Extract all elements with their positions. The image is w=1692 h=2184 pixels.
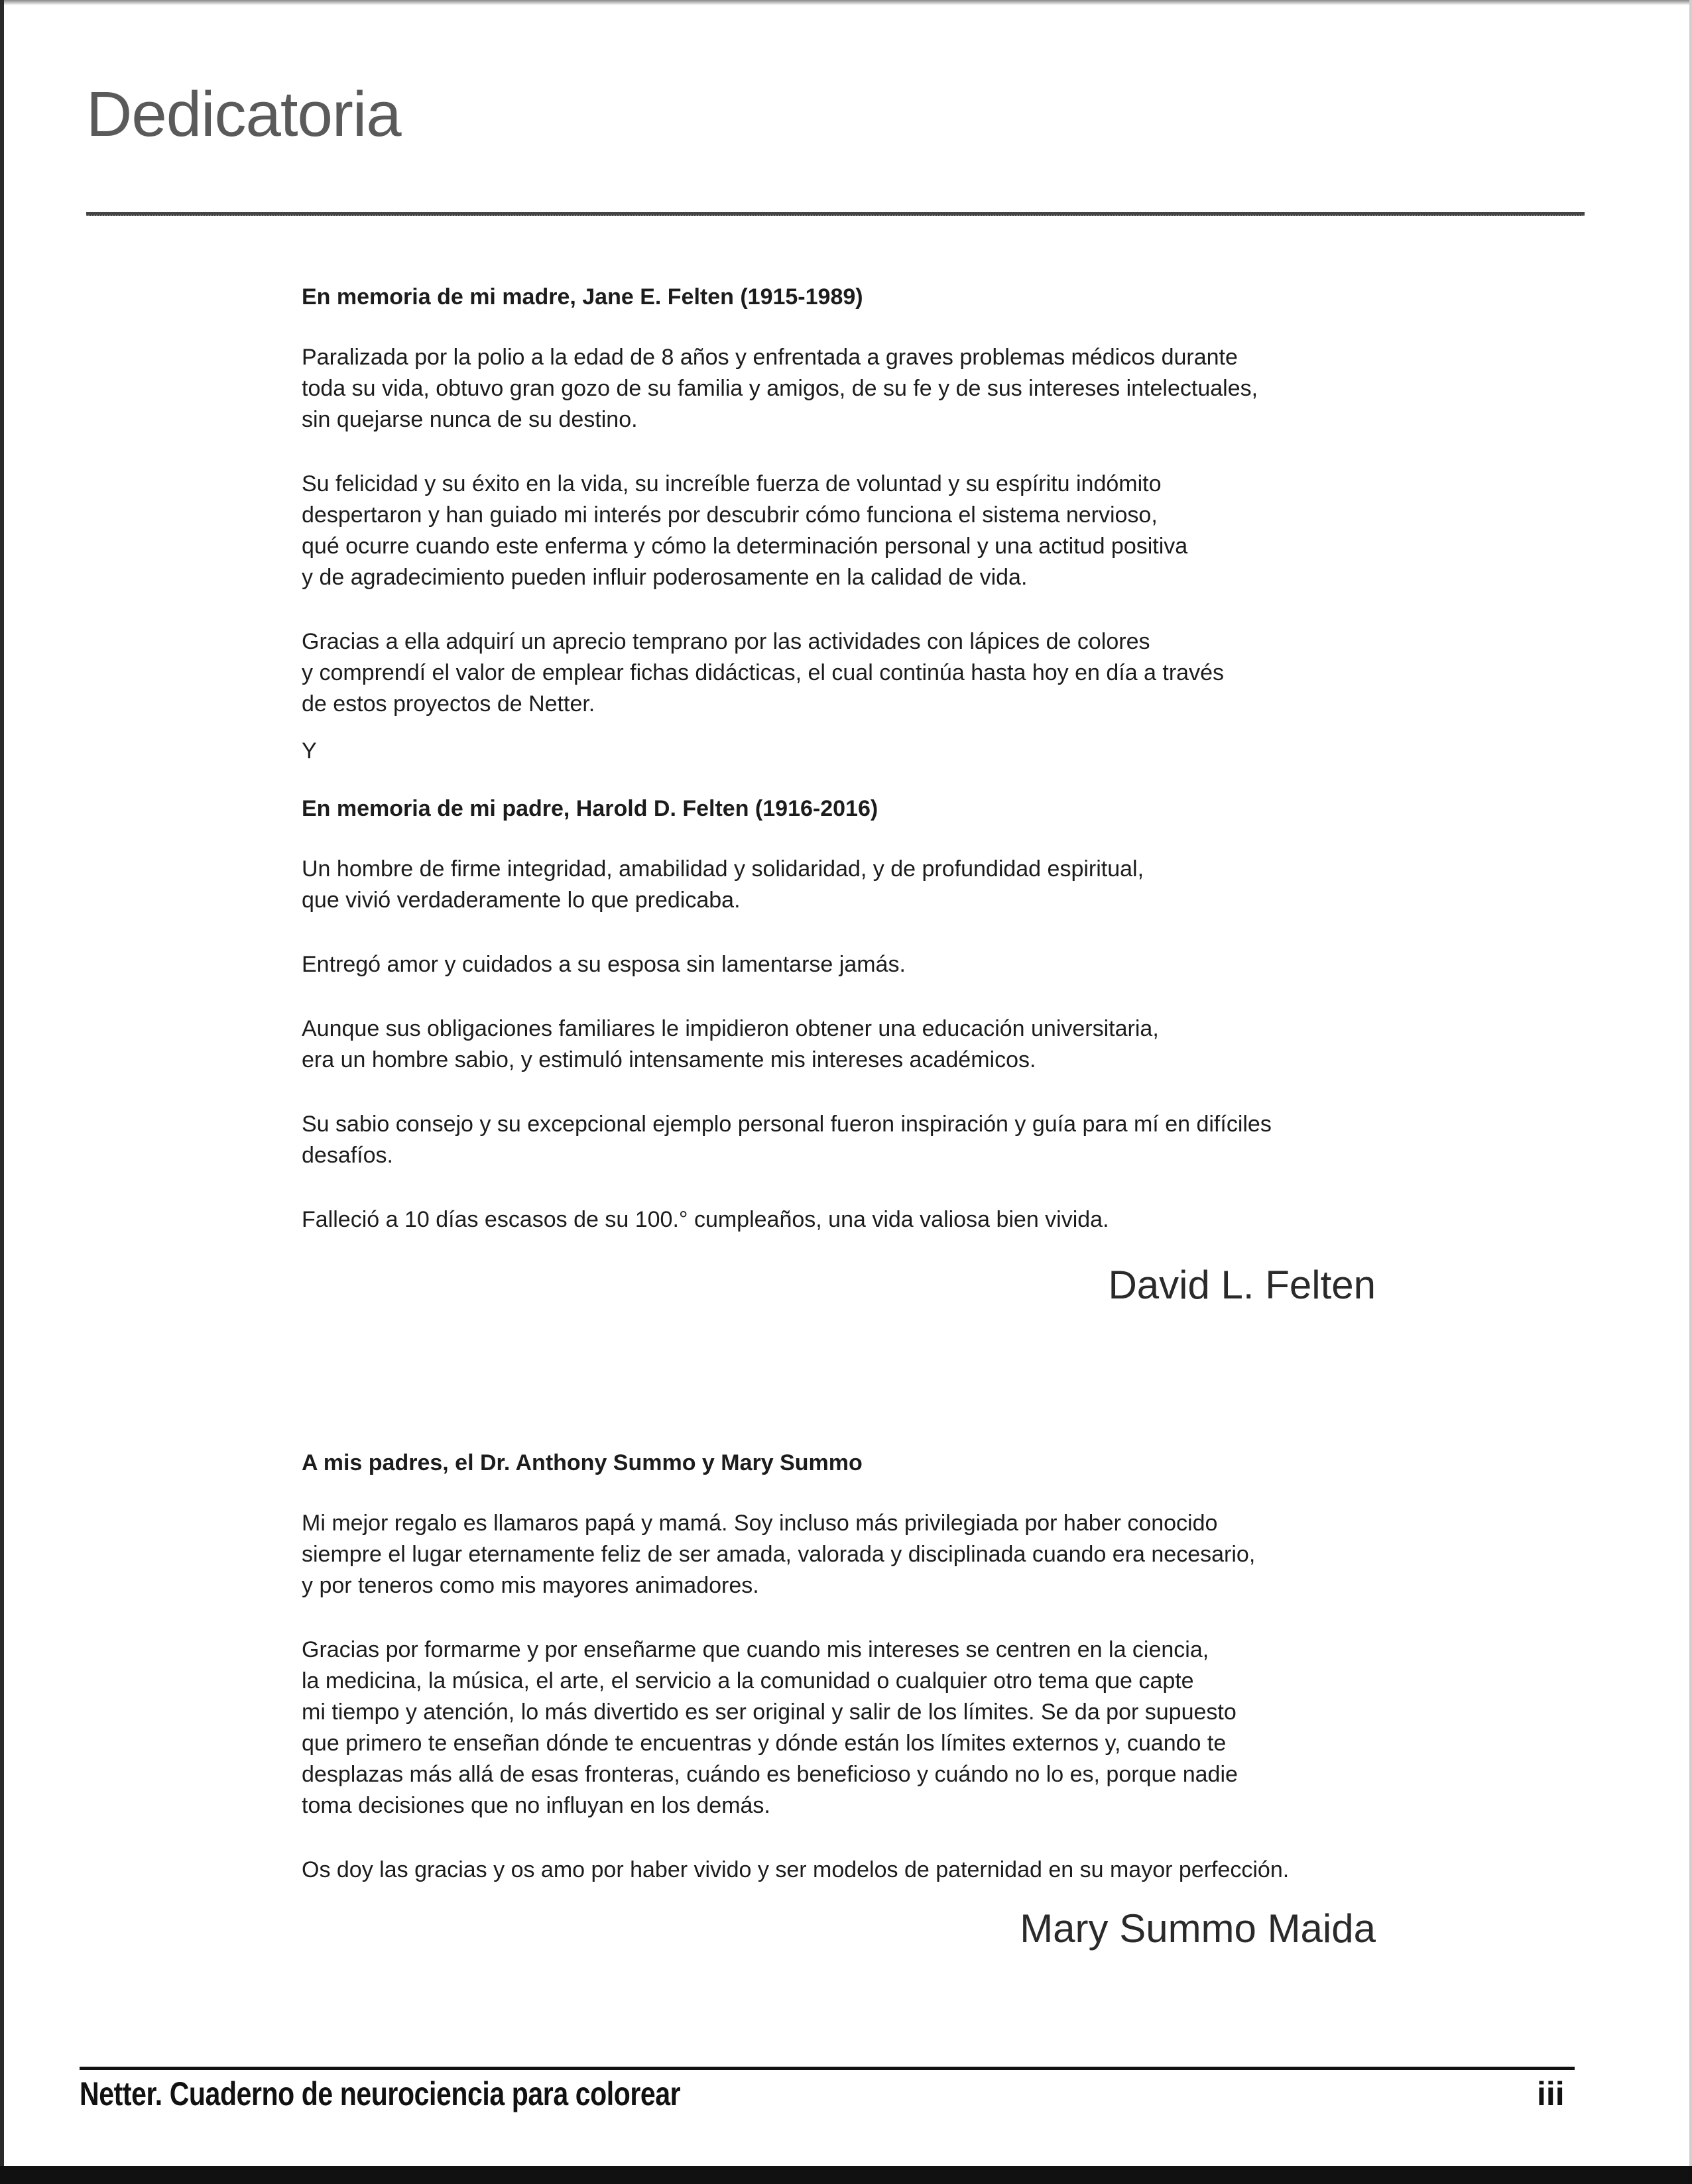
scan-left-edge xyxy=(0,0,4,2184)
paragraph: Entregó amor y cuidados a su esposa sin lamentarse jamás. xyxy=(302,952,906,977)
dedication-parents-summo xyxy=(302,1448,1389,1952)
paragraph: Mi mejor regalo es llamaros papá y mamá. Soy incluso más privilegiada por haber conocido siempre el lugar eternamente feliz de ser amada, valorada y disciplinada cuando era necesario, y por teneros como mis mayores animadores. xyxy=(302,1511,1256,1598)
paragraph: Paralizada por la polio a la edad de 8 años y enfrentada a graves problemas médicos durante toda su vida, obtuvo gran gozo de su familia y amigos, de su fe y de sus intereses intelectuales, sin quejarse nunca de su destino. xyxy=(302,345,1258,432)
paragraph: Gracias por formarme y por enseñarme que cuando mis intereses se centren en la ciencia, la medicina, la música, el arte, el servicio a la comunidad o cualquier otro tema que capte mi tiempo y atención, lo más divertido es ser original y salir de los límites. Se da por supuesto que primero te enseñan dónde te encuentras y dónde están los límites externos y, cuando te desplazas más allá de esas fronteras, cuándo es beneficioso y cuándo no lo es, porque nadie toma decisiones que no influyan en los demás. xyxy=(302,1637,1238,1818)
scan-top-edge xyxy=(0,0,1692,5)
dedication-heading-mother: En memoria de mi madre, Jane E. Felten (1915-1989) xyxy=(302,284,863,310)
paragraph: Su sabio consejo y su excepcional ejemplo personal fueron inspiración y guía para mí en difíciles desafíos. xyxy=(302,1112,1272,1168)
connector-text: Y xyxy=(302,738,317,764)
signature-mary-summo-maida: Mary Summo Maida xyxy=(1020,1906,1376,1951)
dedication-heading-father: En memoria de mi padre, Harold D. Felten (1916-2016) xyxy=(302,796,878,821)
paragraph: Falleció a 10 días escasos de su 100.° cumpleaños, una vida valiosa bien vivida. xyxy=(302,1207,1109,1232)
dedication-father xyxy=(302,793,1389,1308)
paragraph: Su felicidad y su éxito en la vida, su increíble fuerza de voluntad y su espíritu indómito despertaron y han guiado mi interés por descubrir cómo funciona el sistema nervioso, qué ocurre cuando este enferma y cómo la determinación personal y una actitud positiva y de agradecimiento pueden influir poderosamente en la calidad de vida. xyxy=(302,471,1188,590)
signature-david-felten: David L. Felten xyxy=(1108,1263,1376,1307)
paragraph: Os doy las gracias y os amo por haber vivido y ser modelos de paternidad en su mayor perfección. xyxy=(302,1857,1290,1882)
scan-right-edge xyxy=(1689,0,1692,2184)
dedication-mother xyxy=(302,282,1389,767)
paragraph: Gracias a ella adquirí un aprecio temprano por las actividades con lápices de colores y comprendí el valor de emplear fichas didácticas, el cual continúa hasta hoy en día a través de estos proyectos de Netter. xyxy=(302,629,1224,717)
footer-divider xyxy=(80,2067,1575,2070)
paragraph: Aunque sus obligaciones familiares le impidieron obtener una educación universitaria, era un hombre sabio, y estimuló intensamente mis intereses académicos. xyxy=(302,1016,1159,1072)
dedication-body xyxy=(302,282,1389,1952)
title-divider xyxy=(86,212,1585,216)
dedication-heading-summo: A mis padres, el Dr. Anthony Summo y Mary Summo xyxy=(302,1450,863,1475)
paragraph: Un hombre de firme integridad, amabilidad y solidaridad, y de profundidad espiritual, que vivió verdaderamente lo que predicaba. xyxy=(302,856,1144,913)
page-title: Dedicatoria xyxy=(86,79,401,150)
page-number: iii xyxy=(1537,2075,1565,2112)
footer-book-title: Netter. Cuaderno de neurociencia para colorear xyxy=(80,2075,681,2112)
scan-bottom-edge xyxy=(0,2166,1692,2184)
